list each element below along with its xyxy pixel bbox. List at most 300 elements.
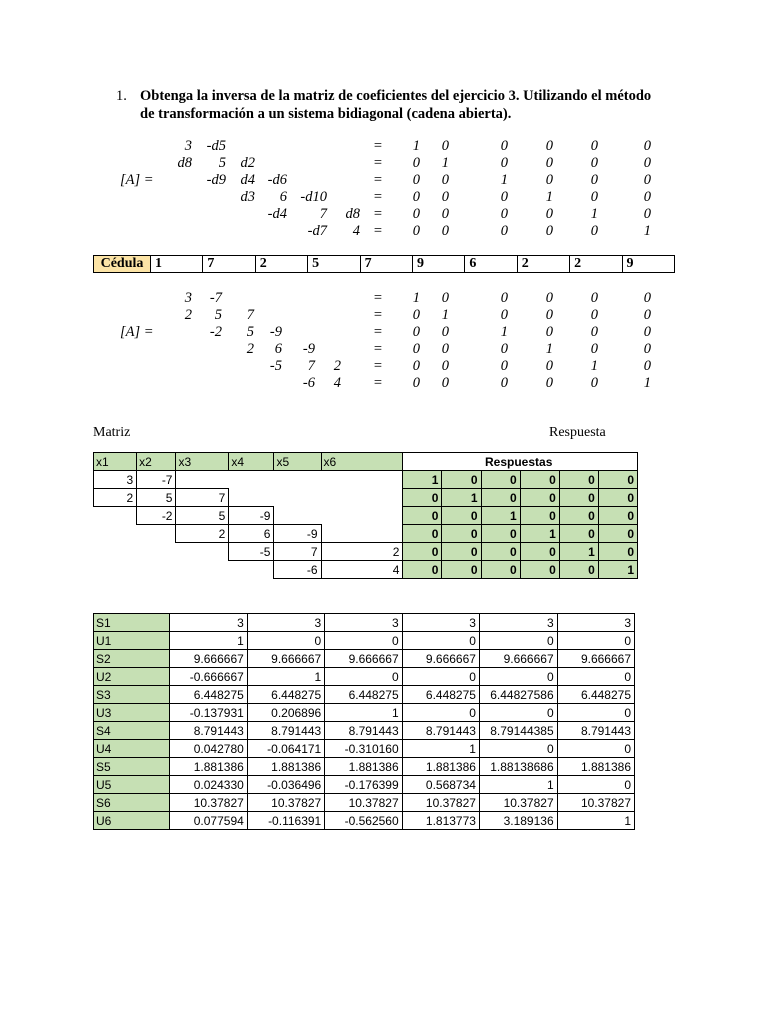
step-label: U6 xyxy=(94,812,170,830)
step-value: 0.206896 xyxy=(247,704,324,722)
identity-entry: 0 xyxy=(545,223,553,239)
answer-cell: 0 xyxy=(559,561,598,579)
identity-entry: 0 xyxy=(441,206,449,222)
answer-cell: 0 xyxy=(559,489,598,507)
equals-sign: = xyxy=(373,206,382,222)
identity-entry: 0 xyxy=(412,223,420,239)
answer-cell: 0 xyxy=(598,507,637,525)
grid-cell: 2 xyxy=(176,525,229,543)
identity-entry: 0 xyxy=(500,138,508,154)
step-value: 3 xyxy=(247,614,324,632)
matrix-entry: -7 xyxy=(209,290,222,306)
answer-cell: 0 xyxy=(598,489,637,507)
identity-entry: 0 xyxy=(441,138,449,154)
identity-entry: 0 xyxy=(643,324,651,340)
matrix-label: [A] = xyxy=(120,324,154,340)
answer-cell: 0 xyxy=(559,471,598,489)
step-value: -0.036496 xyxy=(247,776,324,794)
identity-entry: 0 xyxy=(643,358,651,374)
matrix-entry: -9 xyxy=(269,324,282,340)
question-number: 1. xyxy=(116,88,127,104)
identity-entry: 0 xyxy=(500,307,508,323)
step-label: S2 xyxy=(94,650,170,668)
grid-header-x3: x3 xyxy=(176,453,229,471)
identity-entry: 1 xyxy=(441,155,449,171)
answer-cell: 0 xyxy=(403,561,442,579)
step-label: U3 xyxy=(94,704,170,722)
grid-cell: 5 xyxy=(137,489,176,507)
grid-cell xyxy=(94,543,137,561)
grid-header-x2: x2 xyxy=(137,453,176,471)
grid-cell: 5 xyxy=(176,507,229,525)
equals-sign: = xyxy=(373,307,382,323)
step-value: 1 xyxy=(170,632,247,650)
matrix-entry: 4 xyxy=(352,223,360,239)
matrix-entry: d4 xyxy=(240,172,255,188)
identity-entry: 0 xyxy=(441,189,449,205)
matrix-entry: 6 xyxy=(274,341,282,357)
step-value: 0 xyxy=(557,668,634,686)
answer-cell: 0 xyxy=(403,507,442,525)
step-value: -0.666667 xyxy=(170,668,247,686)
identity-entry: 0 xyxy=(643,290,651,306)
identity-entry: 0 xyxy=(441,290,449,306)
cedula-digit: 9 xyxy=(412,256,464,273)
step-label: S5 xyxy=(94,758,170,776)
answer-cell: 0 xyxy=(520,471,559,489)
matrix-entry: -9 xyxy=(302,341,315,357)
matrix-entry: 3 xyxy=(184,138,192,154)
answers-header: Respuestas xyxy=(403,453,638,471)
step-value: 3 xyxy=(325,614,402,632)
step-value: 0 xyxy=(479,632,557,650)
answer-cell: 0 xyxy=(481,525,520,543)
steps-table xyxy=(93,613,635,830)
identity-entry: 0 xyxy=(545,358,553,374)
identity-entry: 0 xyxy=(590,324,598,340)
grid-cell xyxy=(229,489,274,507)
cedula-digit: 5 xyxy=(308,256,360,273)
identity-entry: 0 xyxy=(545,290,553,306)
step-value: -0.137931 xyxy=(170,704,247,722)
identity-entry: 0 xyxy=(500,155,508,171)
grid-row xyxy=(94,489,638,507)
caption-respuesta: Respuesta xyxy=(549,425,606,440)
question-text: Obtenga la inversa de la matriz de coeficientes del ejercicio 3. Utilizando el método de transformación a un sistema bidiagonal (cadena abierta). xyxy=(140,88,652,122)
equals-sign: = xyxy=(373,358,382,374)
grid-row xyxy=(94,471,638,489)
step-value: -0.116391 xyxy=(247,812,324,830)
step-value: 1 xyxy=(325,704,402,722)
answer-cell: 0 xyxy=(481,471,520,489)
step-row-u1 xyxy=(94,632,635,650)
answer-cell: 0 xyxy=(559,507,598,525)
answer-cell: 0 xyxy=(598,471,637,489)
identity-entry: 1 xyxy=(643,375,651,391)
identity-entry: 0 xyxy=(590,223,598,239)
step-value: 3 xyxy=(479,614,557,632)
step-value: 6.448275 xyxy=(170,686,247,704)
identity-entry: 0 xyxy=(590,172,598,188)
matrix-entry: 5 xyxy=(214,307,222,323)
step-value: 0 xyxy=(402,668,479,686)
step-row-s3 xyxy=(94,686,635,704)
answer-cell: 0 xyxy=(520,489,559,507)
step-value: 1.881386 xyxy=(325,758,402,776)
step-value: 10.37827 xyxy=(402,794,479,812)
cedula-digit: 9 xyxy=(622,256,674,273)
step-value: 9.666667 xyxy=(170,650,247,668)
identity-entry: 0 xyxy=(412,155,420,171)
step-value: 0 xyxy=(557,776,634,794)
identity-entry: 0 xyxy=(441,223,449,239)
grid-row xyxy=(94,543,638,561)
step-value: -0.310160 xyxy=(325,740,402,758)
grid-cell: -6 xyxy=(274,561,321,579)
identity-entry: 0 xyxy=(643,189,651,205)
cedula-table xyxy=(93,255,675,273)
matrix-entry: 2 xyxy=(333,358,341,374)
grid-cell xyxy=(321,525,403,543)
answer-cell: 1 xyxy=(520,525,559,543)
step-value: 1 xyxy=(247,668,324,686)
identity-entry: 0 xyxy=(590,290,598,306)
identity-entry: 1 xyxy=(545,189,553,205)
identity-entry: 0 xyxy=(500,189,508,205)
step-row-s5 xyxy=(94,758,635,776)
caption-matriz: Matriz xyxy=(93,425,131,440)
step-value: 10.37827 xyxy=(247,794,324,812)
matrix-entry: 5 xyxy=(218,155,226,171)
step-label: S3 xyxy=(94,686,170,704)
matrix-entry: 7 xyxy=(319,206,327,222)
grid-cell: -9 xyxy=(274,525,321,543)
step-row-s2 xyxy=(94,650,635,668)
grid-cell: 2 xyxy=(321,543,403,561)
identity-entry: 0 xyxy=(643,307,651,323)
identity-entry: 0 xyxy=(412,375,420,391)
grid-cell: -2 xyxy=(137,507,176,525)
answer-cell: 0 xyxy=(481,561,520,579)
step-value: 9.666667 xyxy=(479,650,557,668)
cedula-digit: 1 xyxy=(151,256,203,273)
identity-entry: 0 xyxy=(545,155,553,171)
identity-entry: 1 xyxy=(412,290,420,306)
matrix-entry: 6 xyxy=(279,189,287,205)
grid-cell: -7 xyxy=(137,471,176,489)
step-value: 0 xyxy=(479,740,557,758)
step-row-u2 xyxy=(94,668,635,686)
step-value: 6.448275 xyxy=(557,686,634,704)
identity-entry: 0 xyxy=(590,307,598,323)
step-value: 1.881386 xyxy=(170,758,247,776)
step-value: 10.37827 xyxy=(557,794,634,812)
step-value: 1.813773 xyxy=(402,812,479,830)
matrix-entry: 5 xyxy=(246,324,254,340)
identity-entry: 1 xyxy=(643,223,651,239)
step-row-s6 xyxy=(94,794,635,812)
grid-cell: -5 xyxy=(229,543,274,561)
identity-entry: 0 xyxy=(643,155,651,171)
identity-entry: 1 xyxy=(500,324,508,340)
step-value: 1.88138686 xyxy=(479,758,557,776)
grid-cell: 2 xyxy=(94,489,137,507)
identity-entry: 1 xyxy=(412,138,420,154)
identity-entry: 0 xyxy=(643,172,651,188)
step-label: U1 xyxy=(94,632,170,650)
grid-cell xyxy=(229,471,274,489)
matrix-label: [A] = xyxy=(120,172,154,188)
identity-entry: 0 xyxy=(500,206,508,222)
answer-cell: 0 xyxy=(442,543,481,561)
step-row-u4 xyxy=(94,740,635,758)
step-row-s1 xyxy=(94,614,635,632)
answer-cell: 0 xyxy=(442,561,481,579)
answer-cell: 0 xyxy=(559,525,598,543)
step-row-u6 xyxy=(94,812,635,830)
identity-entry: 0 xyxy=(412,307,420,323)
answer-cell: 0 xyxy=(403,543,442,561)
identity-entry: 0 xyxy=(545,206,553,222)
equals-sign: = xyxy=(373,375,382,391)
step-value: 10.37827 xyxy=(325,794,402,812)
step-value: 1 xyxy=(479,776,557,794)
step-label: U2 xyxy=(94,668,170,686)
grid-cell xyxy=(274,471,321,489)
step-value: 3 xyxy=(402,614,479,632)
identity-entry: 0 xyxy=(643,138,651,154)
identity-entry: 0 xyxy=(545,375,553,391)
cedula-row xyxy=(94,256,675,273)
identity-entry: 1 xyxy=(545,341,553,357)
identity-entry: 0 xyxy=(545,307,553,323)
identity-entry: 0 xyxy=(412,358,420,374)
step-value: 8.79144385 xyxy=(479,722,557,740)
step-value: 8.791443 xyxy=(402,722,479,740)
identity-entry: 1 xyxy=(590,206,598,222)
grid-header-x1: x1 xyxy=(94,453,137,471)
step-value: 0 xyxy=(325,668,402,686)
step-row-u5 xyxy=(94,776,635,794)
cedula-digit: 7 xyxy=(203,256,255,273)
step-value: 0 xyxy=(557,632,634,650)
matrix-entry: 2 xyxy=(184,307,192,323)
matrix-entry: -d5 xyxy=(206,138,226,154)
grid-row xyxy=(94,507,638,525)
grid-row xyxy=(94,525,638,543)
matrix-entry: -d9 xyxy=(206,172,226,188)
matrix-entry: d8 xyxy=(345,206,360,222)
cedula-digit: 2 xyxy=(570,256,622,273)
grid-cell: 7 xyxy=(274,543,321,561)
step-value: 6.448275 xyxy=(247,686,324,704)
matrix-entry: -d10 xyxy=(300,189,327,205)
step-value: 3.189136 xyxy=(479,812,557,830)
equals-sign: = xyxy=(373,290,382,306)
step-value: 6.448275 xyxy=(325,686,402,704)
identity-entry: 0 xyxy=(441,375,449,391)
matrix-entry: d8 xyxy=(177,155,192,171)
answer-cell: 1 xyxy=(559,543,598,561)
identity-entry: 1 xyxy=(590,358,598,374)
answer-cell: 0 xyxy=(598,525,637,543)
matrix-entry: d2 xyxy=(240,155,255,171)
identity-entry: 0 xyxy=(412,172,420,188)
grid-cell xyxy=(321,471,403,489)
identity-entry: 0 xyxy=(545,172,553,188)
grid-cell xyxy=(176,471,229,489)
step-value: 0 xyxy=(479,704,557,722)
step-value: -0.562560 xyxy=(325,812,402,830)
grid-cell: 3 xyxy=(94,471,137,489)
equals-sign: = xyxy=(373,341,382,357)
identity-entry: 1 xyxy=(441,307,449,323)
step-value: 0.077594 xyxy=(170,812,247,830)
grid-cell xyxy=(274,507,321,525)
answer-cell: 1 xyxy=(481,507,520,525)
step-label: S4 xyxy=(94,722,170,740)
identity-entry: 0 xyxy=(412,189,420,205)
matrix-entry: -2 xyxy=(209,324,222,340)
answer-cell: 0 xyxy=(520,561,559,579)
answer-cell: 0 xyxy=(481,489,520,507)
identity-entry: 0 xyxy=(590,138,598,154)
step-value: 8.791443 xyxy=(557,722,634,740)
identity-entry: 0 xyxy=(590,341,598,357)
step-value: 0 xyxy=(325,632,402,650)
identity-entry: 0 xyxy=(412,324,420,340)
grid-cell: 6 xyxy=(229,525,274,543)
step-value: 6.44827586 xyxy=(479,686,557,704)
identity-entry: 0 xyxy=(500,375,508,391)
step-value: 1.881386 xyxy=(402,758,479,776)
identity-entry: 0 xyxy=(643,206,651,222)
step-value: 9.666667 xyxy=(247,650,324,668)
identity-entry: 0 xyxy=(590,189,598,205)
answer-cell: 0 xyxy=(481,543,520,561)
step-value: 9.666667 xyxy=(557,650,634,668)
equals-sign: = xyxy=(373,324,382,340)
answer-cell: 0 xyxy=(442,525,481,543)
answer-cell: 0 xyxy=(520,543,559,561)
step-value: 3 xyxy=(557,614,634,632)
identity-entry: 0 xyxy=(441,358,449,374)
equals-sign: = xyxy=(373,223,382,239)
equals-sign: = xyxy=(373,189,382,205)
grid-cell xyxy=(137,561,176,579)
matrix-entry: 7 xyxy=(246,307,254,323)
step-value: 3 xyxy=(170,614,247,632)
matrix-grid xyxy=(93,452,638,579)
grid-header-row xyxy=(94,453,638,471)
step-value: 6.448275 xyxy=(402,686,479,704)
matrix-entry: -5 xyxy=(269,358,282,374)
step-value: 1 xyxy=(402,740,479,758)
grid-cell xyxy=(176,561,229,579)
step-label: S6 xyxy=(94,794,170,812)
step-value: 10.37827 xyxy=(170,794,247,812)
identity-entry: 0 xyxy=(441,172,449,188)
grid-cell xyxy=(137,543,176,561)
answer-cell: 0 xyxy=(403,489,442,507)
step-label: U5 xyxy=(94,776,170,794)
grid-header-x4: x4 xyxy=(229,453,274,471)
grid-cell: 7 xyxy=(176,489,229,507)
identity-entry: 0 xyxy=(500,290,508,306)
grid-cell xyxy=(94,525,137,543)
cedula-digit: 2 xyxy=(517,256,569,273)
step-value: 0.568734 xyxy=(402,776,479,794)
cedula-label: Cédula xyxy=(94,256,151,273)
equals-sign: = xyxy=(373,155,382,171)
identity-entry: 0 xyxy=(590,375,598,391)
step-value: 8.791443 xyxy=(170,722,247,740)
step-value: -0.176399 xyxy=(325,776,402,794)
identity-entry: 0 xyxy=(412,206,420,222)
step-value: 0.024330 xyxy=(170,776,247,794)
step-value: 0 xyxy=(247,632,324,650)
matrix-entry: -d7 xyxy=(307,223,327,239)
identity-entry: 0 xyxy=(545,138,553,154)
cedula-digit: 2 xyxy=(255,256,307,273)
answer-cell: 0 xyxy=(442,471,481,489)
matrix-entry: 7 xyxy=(307,358,315,374)
grid-cell xyxy=(176,543,229,561)
matrix-entry: 3 xyxy=(184,290,192,306)
step-value: 10.37827 xyxy=(479,794,557,812)
grid-cell: -9 xyxy=(229,507,274,525)
step-value: 0 xyxy=(557,704,634,722)
identity-entry: 0 xyxy=(412,341,420,357)
step-value: 8.791443 xyxy=(247,722,324,740)
matrix-entry: -6 xyxy=(302,375,315,391)
matrix-entry: 4 xyxy=(333,375,341,391)
step-value: 1.881386 xyxy=(247,758,324,776)
step-label: U4 xyxy=(94,740,170,758)
identity-entry: 0 xyxy=(441,341,449,357)
answer-cell: 0 xyxy=(520,507,559,525)
step-value: 0 xyxy=(402,704,479,722)
equals-sign: = xyxy=(373,172,382,188)
grid-cell xyxy=(94,507,137,525)
matrix-entry: -d6 xyxy=(267,172,287,188)
step-value: 9.666667 xyxy=(402,650,479,668)
step-value: 1 xyxy=(557,812,634,830)
identity-entry: 1 xyxy=(500,172,508,188)
step-value: 0 xyxy=(479,668,557,686)
step-value: 0 xyxy=(557,740,634,758)
step-value: -0.064171 xyxy=(247,740,324,758)
identity-entry: 0 xyxy=(643,341,651,357)
matrix-entry: d3 xyxy=(240,189,255,205)
grid-header-x6: x6 xyxy=(321,453,403,471)
matrix-entry: 2 xyxy=(246,341,254,357)
identity-entry: 0 xyxy=(500,358,508,374)
cedula-digit: 6 xyxy=(465,256,517,273)
answer-cell: 1 xyxy=(403,471,442,489)
step-row-u3 xyxy=(94,704,635,722)
step-value: 0 xyxy=(402,632,479,650)
step-value: 8.791443 xyxy=(325,722,402,740)
identity-entry: 0 xyxy=(545,324,553,340)
grid-cell xyxy=(137,525,176,543)
grid-row xyxy=(94,561,638,579)
answer-cell: 0 xyxy=(442,507,481,525)
step-value: 9.666667 xyxy=(325,650,402,668)
cedula-digit: 7 xyxy=(360,256,412,273)
identity-entry: 0 xyxy=(500,341,508,357)
identity-entry: 0 xyxy=(441,324,449,340)
